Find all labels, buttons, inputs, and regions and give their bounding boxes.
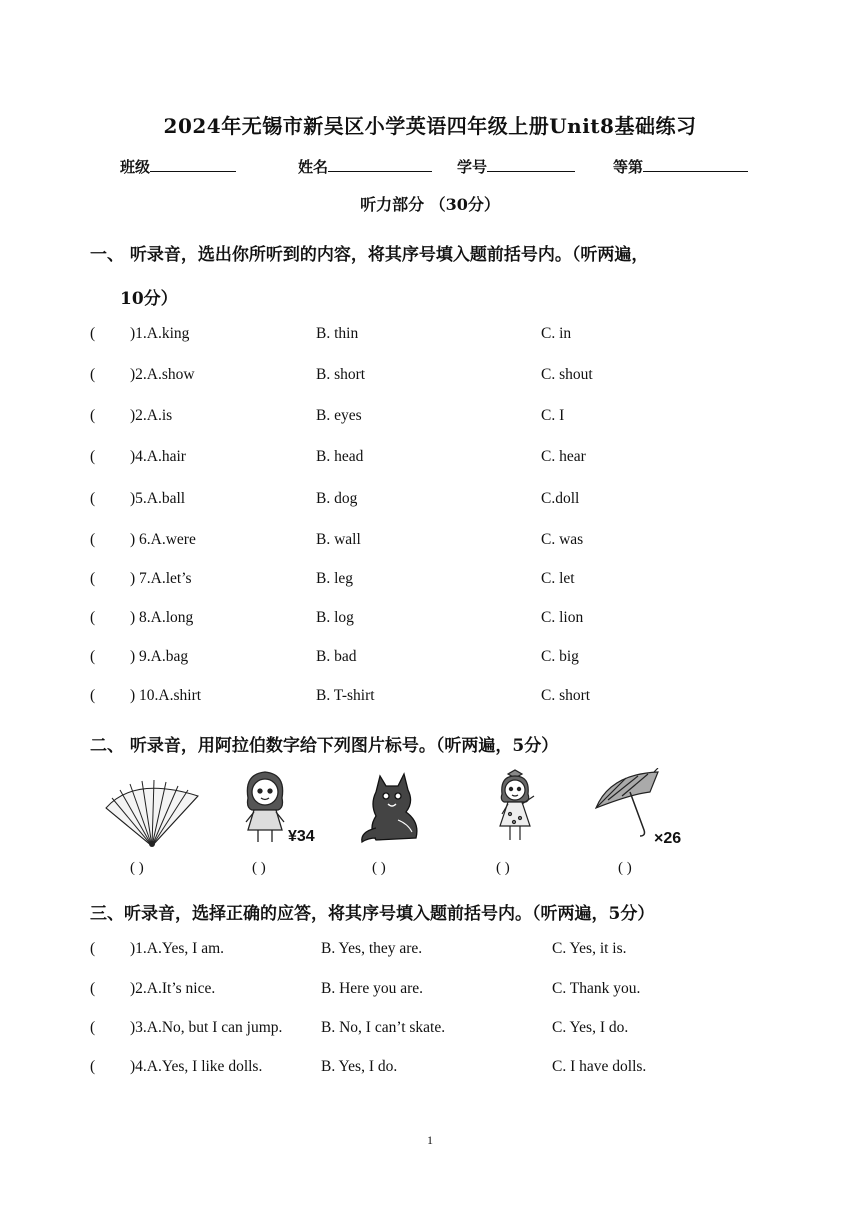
answer-paren[interactable]: ( <box>90 940 96 957</box>
listening-subtitle: 听力部分 （30分） <box>360 195 500 214</box>
page-number: 1 <box>427 1133 433 1147</box>
question-row <box>90 448 790 470</box>
picture4-answer[interactable]: ( ) <box>496 860 510 876</box>
answer-paren[interactable]: ( <box>90 325 96 342</box>
question-row <box>90 570 790 592</box>
answer-paren[interactable]: ( <box>90 687 96 704</box>
class-label: 班级 <box>120 158 151 176</box>
option-c: C. Yes, it is. <box>552 940 627 957</box>
option-b: B. leg <box>316 570 354 587</box>
class-field <box>120 155 236 177</box>
option-c: C. I have dolls. <box>552 1058 647 1075</box>
question-row <box>90 1019 790 1041</box>
answer-paren[interactable]: ( <box>90 448 96 465</box>
option-a: )2.A.is <box>130 407 173 424</box>
question-row <box>90 687 790 709</box>
answer-paren[interactable]: ( <box>90 1019 96 1036</box>
option-c: C. lion <box>541 609 584 626</box>
cat-icon <box>358 768 428 850</box>
quantity-label: ×26 <box>654 830 682 847</box>
option-b: B. Yes, I do. <box>321 1058 398 1075</box>
page-title: 2024年无锡市新吴区小学英语四年级上册Unit8基础练习 <box>163 114 697 138</box>
name-blank[interactable] <box>328 155 432 172</box>
option-b: B. eyes <box>316 407 362 424</box>
option-b: B. Yes, they are. <box>321 940 423 957</box>
picture5-answer[interactable]: ( ) <box>618 860 632 876</box>
option-b: B. thin <box>316 325 359 342</box>
question-row <box>90 648 790 670</box>
answer-paren[interactable]: ( <box>90 980 96 997</box>
option-c: C.doll <box>541 490 580 507</box>
answer-paren[interactable]: ( <box>90 531 96 548</box>
grade-label: 等第 <box>613 158 644 176</box>
answer-paren[interactable]: ( <box>90 1058 96 1075</box>
question-row <box>90 531 790 553</box>
section1-heading: 一、 听录音，选出你所听到的内容，将其序号填入题前括号内。（听两遍， <box>90 245 649 265</box>
answer-paren[interactable]: ( <box>90 366 96 383</box>
number-field <box>457 155 575 177</box>
option-a: )1.A.Yes, I am. <box>130 940 225 957</box>
option-a: ) 8.A.long <box>130 609 194 626</box>
girl-icon <box>490 768 540 852</box>
answer-paren[interactable]: ( <box>90 609 96 626</box>
option-b: B. bad <box>316 648 357 665</box>
question-row <box>90 940 790 962</box>
option-a: )5.A.ball <box>130 490 186 507</box>
number-blank[interactable] <box>487 155 575 172</box>
option-b: B. short <box>316 366 366 383</box>
option-a: ) 6.A.were <box>130 531 196 548</box>
option-a: ) 10.A.shirt <box>130 687 202 704</box>
question-row <box>90 490 790 512</box>
grade-field <box>613 155 748 177</box>
grade-blank[interactable] <box>643 155 748 172</box>
picture3-answer[interactable]: ( ) <box>372 860 386 876</box>
option-c: C. let <box>541 570 575 587</box>
option-c: C. hear <box>541 448 586 465</box>
number-label: 学号 <box>457 158 488 176</box>
option-a: )4.A.hair <box>130 448 186 465</box>
answer-paren[interactable]: ( <box>90 490 96 507</box>
option-b: B. dog <box>316 490 358 507</box>
option-c: C. Thank you. <box>552 980 641 997</box>
doll-girl-icon <box>240 768 290 850</box>
option-a: )2.A.show <box>130 366 195 383</box>
option-a: )3.A.No, but I can jump. <box>130 1019 283 1036</box>
option-b: B. wall <box>316 531 361 548</box>
question-row <box>90 325 790 347</box>
picture1-answer[interactable]: ( ) <box>130 860 144 876</box>
name-label: 姓名 <box>298 158 329 176</box>
picture2-answer[interactable]: ( ) <box>252 860 266 876</box>
question-row <box>90 407 790 429</box>
price-label: ¥34 <box>288 828 315 845</box>
student-info-line <box>120 155 770 179</box>
question-row <box>90 1058 790 1080</box>
option-c: C. I <box>541 407 565 424</box>
fan-icon <box>104 778 200 852</box>
option-a: )1.A.king <box>130 325 190 342</box>
option-b: B. Here you are. <box>321 980 423 997</box>
name-field <box>298 155 432 177</box>
question-row <box>90 980 790 1002</box>
class-blank[interactable] <box>150 155 236 172</box>
question-row <box>90 366 790 388</box>
option-b: B. head <box>316 448 364 465</box>
answer-paren[interactable]: ( <box>90 570 96 587</box>
section2-heading: 二、 听录音，用阿拉伯数字给下列图片标号。（听两遍，5分） <box>90 736 559 756</box>
option-a: )2.A.It’s nice. <box>130 980 216 997</box>
option-c: C. big <box>541 648 579 665</box>
option-c: C. Yes, I do. <box>552 1019 629 1036</box>
option-c: C. short <box>541 687 591 704</box>
option-b: B. No, I can’t skate. <box>321 1019 446 1036</box>
question-row <box>90 609 790 631</box>
option-a: )4.A.Yes, I like dolls. <box>130 1058 263 1075</box>
option-c: C. was <box>541 531 584 548</box>
section1-heading-cont: 10分） <box>120 289 178 309</box>
option-b: B. T-shirt <box>316 687 375 704</box>
option-c: C. shout <box>541 366 593 383</box>
option-c: C. in <box>541 325 572 342</box>
option-a: ) 9.A.bag <box>130 648 189 665</box>
answer-paren[interactable]: ( <box>90 407 96 424</box>
section2-pictures <box>100 768 720 888</box>
section3-heading: 三、听录音，选择正确的应答，将其序号填入题前括号内。（听两遍，5分） <box>90 904 655 924</box>
option-b: B. log <box>316 609 354 626</box>
option-a: ) 7.A.let’s <box>130 570 192 587</box>
answer-paren[interactable]: ( <box>90 648 96 665</box>
